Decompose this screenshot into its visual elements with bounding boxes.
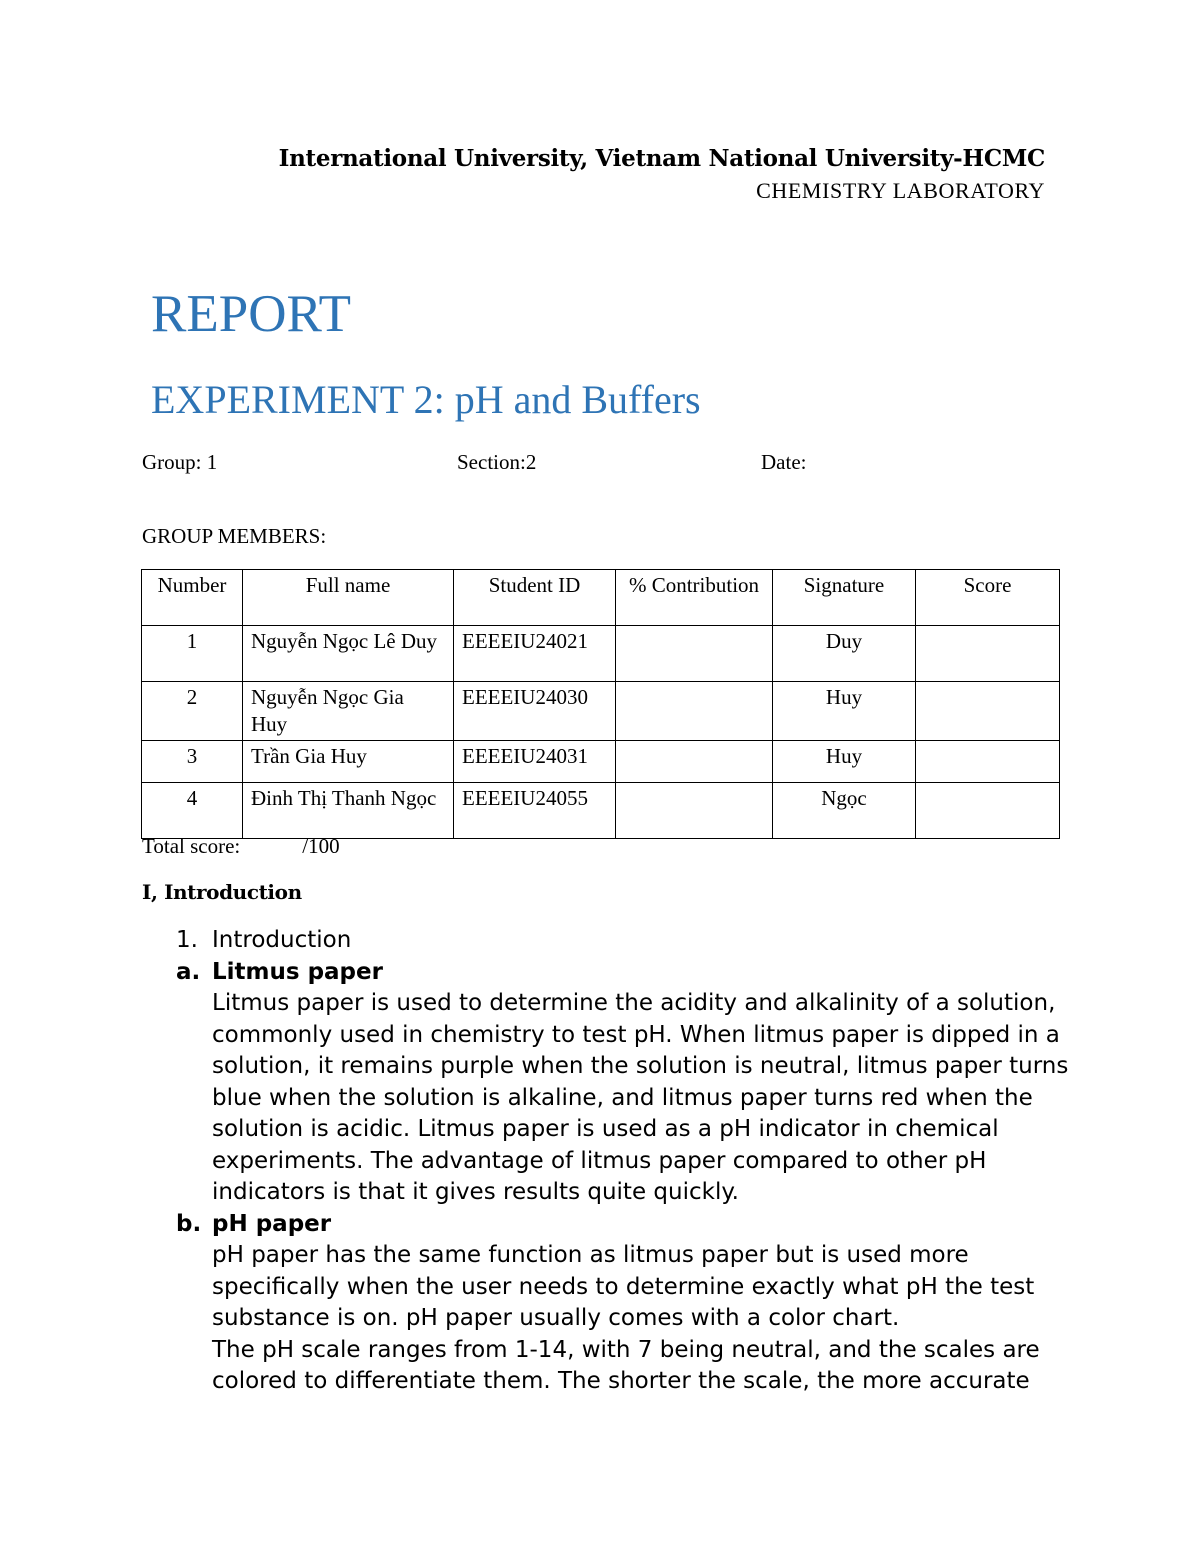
- list-item: [176, 925, 1076, 957]
- cell-contribution: [616, 626, 773, 682]
- group-field: Group: 1: [142, 450, 218, 474]
- column-header-number: Number: [142, 570, 243, 626]
- cell-score: [916, 783, 1060, 839]
- section-field: Section:2: [457, 450, 537, 474]
- paragraph-ph-paper: pH paper has the same function as litmus paper but is used more specifically when the user needs to determine exactly what pH the test substance is on. pH paper usually comes with a color chart.: [212, 1242, 1035, 1331]
- university-name: International University, Vietnam National University-HCMC: [278, 145, 1045, 172]
- cell-signature: Ngọc: [773, 783, 916, 839]
- section-heading-introduction: I, Introduction: [142, 880, 302, 904]
- list-item: [176, 957, 1076, 989]
- table-header-row: [142, 570, 1060, 626]
- cell-score: [916, 741, 1060, 783]
- cell-student-id: EEEEIU24031: [454, 741, 616, 783]
- cell-number: 1: [142, 626, 243, 682]
- cell-full-name: Nguyễn Ngọc Gia Huy: [243, 682, 454, 741]
- cell-full-name: Nguyễn Ngọc Lê Duy: [243, 626, 454, 682]
- cell-number: 3: [142, 741, 243, 783]
- list-item: [176, 1209, 1076, 1241]
- cell-score: [916, 682, 1060, 741]
- lab-name: CHEMISTRY LABORATORY: [756, 178, 1045, 203]
- experiment-title: EXPERIMENT 2: pH and Buffers: [151, 377, 701, 422]
- list-item-label: Introduction: [212, 927, 352, 953]
- list-marker: 1.: [176, 927, 198, 953]
- cell-full-name: Trần Gia Huy: [243, 741, 454, 783]
- total-score-value: /100: [302, 834, 340, 858]
- column-header-contribution: % Contribution: [616, 570, 773, 626]
- table-row: [142, 741, 1060, 783]
- list-marker: a.: [176, 958, 201, 985]
- cell-contribution: [616, 783, 773, 839]
- cell-signature: Duy: [773, 626, 916, 682]
- cell-number: 4: [142, 783, 243, 839]
- paragraph-litmus-paper: Litmus paper is used to determine the acidity and alkalinity of a solution, commonly used in chemistry to test pH. When litmus paper is dipped in a solution, it remains purple when the solution is neutral, litmus paper turns blue when the solution is alkaline, and litmus paper turns red when the solution is acidic. Litmus paper is used as a pH indicator in chemical experiments. The advantage of litmus paper compared to other pH indicators is that it gives results quite quickly.: [212, 990, 1069, 1205]
- total-score: [142, 834, 340, 859]
- group-members-table: [141, 569, 1060, 839]
- column-header-score: Score: [916, 570, 1060, 626]
- table-row: [142, 626, 1060, 682]
- cell-student-id: EEEEIU24055: [454, 783, 616, 839]
- cell-student-id: EEEEIU24021: [454, 626, 616, 682]
- cell-number: 2: [142, 682, 243, 741]
- table-row: [142, 783, 1060, 839]
- column-header-student-id: Student ID: [454, 570, 616, 626]
- paragraph-ph-scale: The pH scale ranges from 1-14, with 7 being neutral, and the scales are colored to differentiate them. The shorter the scale, the more accurate: [212, 1336, 1040, 1394]
- cell-score: [916, 626, 1060, 682]
- subheading-ph-paper: pH paper: [212, 1210, 332, 1237]
- cell-signature: Huy: [773, 741, 916, 783]
- cell-contribution: [616, 682, 773, 741]
- group-members-label: GROUP MEMBERS:: [142, 524, 327, 548]
- column-header-full-name: Full name: [243, 570, 454, 626]
- cell-signature: Huy: [773, 682, 916, 741]
- cell-full-name: Đinh Thị Thanh Ngọc: [243, 783, 454, 839]
- cell-student-id: EEEEIU24030: [454, 682, 616, 741]
- subheading-litmus-paper: Litmus paper: [212, 958, 383, 985]
- date-field: Date:: [761, 450, 807, 474]
- table-row: [142, 682, 1060, 741]
- report-title: REPORT: [151, 285, 352, 343]
- total-score-label: Total score:: [142, 834, 241, 858]
- introduction-content: [176, 925, 1076, 1398]
- cell-contribution: [616, 741, 773, 783]
- list-marker: b.: [176, 1210, 202, 1237]
- column-header-signature: Signature: [773, 570, 916, 626]
